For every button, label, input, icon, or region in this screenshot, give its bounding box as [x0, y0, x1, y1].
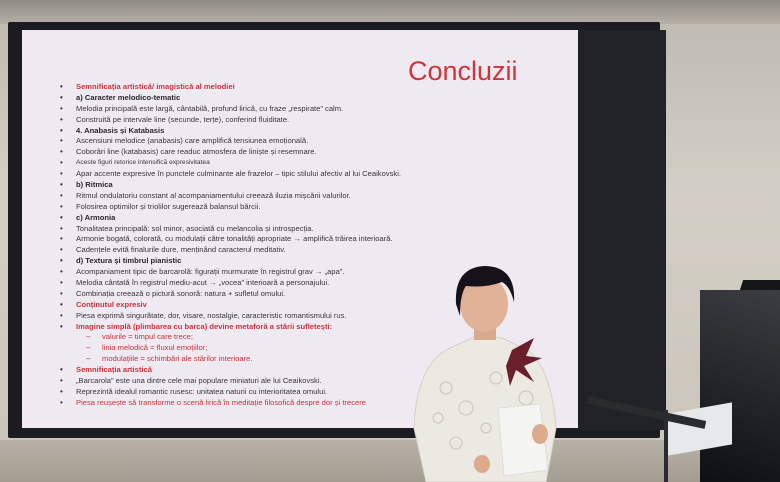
slide-bullet: • Armonie bogată, colorată, cu modulații către tonalități apropriate → amplifică trăirea interioară. — [60, 234, 570, 245]
slide-bullet: • Ascensiuni melodice (anabasis) care amplifică tensiunea emoțională. — [60, 136, 570, 147]
slide-bullet: • Reprezintă idealul romantic rusesc: unitatea naturii cu interioritatea omului. — [60, 387, 570, 398]
slide-bullet: – linia melodică = fluxul emoțiilor; — [60, 343, 570, 354]
slide-bullet: • Semnificația artistică/ imagistică al melodiei — [60, 82, 570, 93]
slide-bullet: • Piesa exprimă singurătate, dor, visare, nostalgie, caracteristic romantismului rus. — [60, 311, 570, 322]
speaker-hand-left — [474, 455, 490, 473]
slide-bullet: • Imagine simplă (plimbarea cu barca) devine metaforă a stării sufletești: — [60, 322, 570, 333]
slide-bullet: • Construită pe intervale line (secunde, terțe), conferind fluiditate. — [60, 115, 570, 126]
slide-bullet: • Folosirea optimilor și triolilor sugerează balansul bărcii. — [60, 202, 570, 213]
slide-bullet: • Aceste figuri retorice intensifică expresivitatea — [60, 158, 570, 169]
slide-bullet: • b) Ritmica — [60, 180, 570, 191]
slide-bullet: • Cadențele evită finalurile dure, menținând caracterul meditativ. — [60, 245, 570, 256]
slide-title: Concluzii — [408, 56, 518, 86]
microphone-stand-leg — [664, 410, 668, 482]
ceiling — [0, 0, 780, 24]
slide-bullet: • Apar accente expresive în punctele culminante ale frazelor – tipic stilului afectiv al lui Ceaikovski. — [60, 169, 570, 180]
slide-bullet: • Semnificația artistică — [60, 365, 570, 376]
speaker-person — [406, 258, 566, 482]
slide-bullet: – modulațiile = schimbări ale stărilor interioare. — [60, 354, 570, 365]
slide-bullet: • c) Armonia — [60, 213, 570, 224]
slide-bullet: • a) Caracter melodico-tematic — [60, 93, 570, 104]
grand-piano — [700, 290, 780, 482]
slide-bullet: • Conținutul expresiv — [60, 300, 570, 311]
slide-bullet: • Coborâri line (katabasis) care readuc atmosfera de liniște și resemnare. — [60, 147, 570, 158]
slide-bullet: • Ritmul ondulatoriu constant al acompaniamentului creează iluzia mișcării valurilor. — [60, 191, 570, 202]
slide-bullet: • Piesa reușește să transforme o scenă lirică în meditație filosofică despre dor și trecere — [60, 398, 570, 409]
slide-bullet: • „Barcarola” este una dintre cele mai populare miniaturi ale lui Ceaikovski. — [60, 376, 570, 387]
speaker-hand-right — [532, 424, 548, 444]
slide-bullet: • Melodia principală este largă, cântabilă, profund lirică, cu fraze „respirate” calm. — [60, 104, 570, 115]
slide-bullet: • Melodia cântată în registrul mediu-acut → „vocea” interioară a personajului. — [60, 278, 570, 289]
slide-bullet: • Acompaniament tipic de barcarolă: figurații murmurate în registrul grav → „apa”. — [60, 267, 570, 278]
screen-shadow — [574, 30, 666, 430]
slide-bullet: • Combinația creează o pictură sonoră: natura + sufletul omului. — [60, 289, 570, 300]
slide-bullet: • Tonalitatea principală: sol minor, asociată cu melancolia și introspecția. — [60, 224, 570, 235]
slide-bullet: • 4. Anabasis și Katabasis — [60, 126, 570, 137]
slide-bullet: – valurile = timpul care trece; — [60, 332, 570, 343]
slide-bullet: • d) Textura și timbrul pianistic — [60, 256, 570, 267]
floor-area — [0, 440, 780, 482]
